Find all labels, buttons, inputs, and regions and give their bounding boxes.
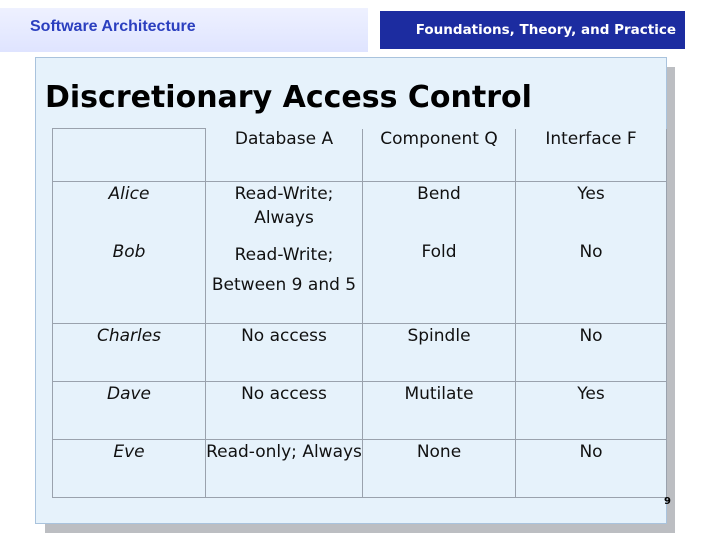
row-header-user: Dave [53, 382, 206, 440]
column-header-interface-f: Interface F [516, 129, 667, 182]
column-header-database-a: Database A [206, 129, 363, 182]
table-row [53, 440, 667, 498]
cell-interface-f: No [516, 240, 667, 324]
slide-title: Discretionary Access Control [45, 80, 532, 115]
cell-component-q: Spindle [363, 324, 516, 382]
page-number: 9 [664, 496, 671, 507]
table-header-row [53, 129, 667, 182]
cell-database-a: No access [206, 324, 363, 382]
column-header-component-q: Component Q [363, 129, 516, 182]
cell-component-q: Bend [363, 182, 516, 240]
table-row [53, 382, 667, 440]
cell-database-a: Read-only; Always [206, 440, 363, 498]
row-header-user: Bob [53, 240, 206, 324]
cell-interface-f: No [516, 440, 667, 498]
cell-database-a: Read-Write; Between 9 and 5 [206, 240, 363, 324]
cell-interface-f: Yes [516, 182, 667, 240]
table-row [53, 324, 667, 382]
cell-interface-f: Yes [516, 382, 667, 440]
access-control-table [52, 128, 667, 498]
cell-database-a: No access [206, 382, 363, 440]
table-row [53, 240, 667, 324]
row-header-user: Alice [53, 182, 206, 240]
course-title: Software Architecture [30, 18, 196, 35]
row-header-user: Charles [53, 324, 206, 382]
cell-component-q: None [363, 440, 516, 498]
cell-interface-f: No [516, 324, 667, 382]
table-row [53, 182, 667, 240]
course-subtitle: Foundations, Theory, and Practice [415, 22, 676, 38]
column-header-empty [53, 129, 206, 182]
cell-component-q: Fold [363, 240, 516, 324]
row-header-user: Eve [53, 440, 206, 498]
cell-component-q: Mutilate [363, 382, 516, 440]
cell-database-a: Read-Write; Always [206, 182, 363, 240]
